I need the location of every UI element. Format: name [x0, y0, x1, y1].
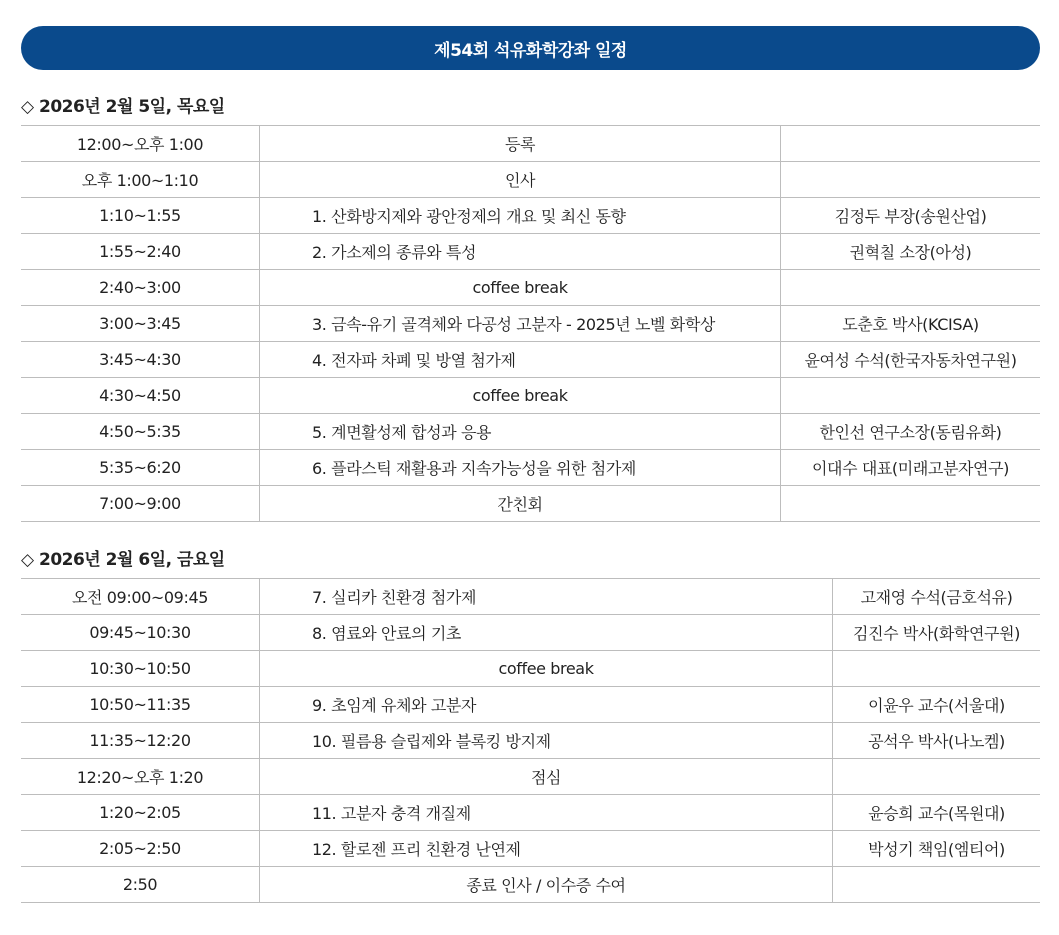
- speaker-cell: 권혁칠 소장(아성): [781, 234, 1041, 270]
- page-title: 제54회 석유화학강좌 일정: [434, 40, 627, 61]
- time-cell: 오후 1:00~1:10: [21, 162, 260, 198]
- topic-cell: 12. 할로젠 프리 친환경 난연제: [260, 831, 833, 867]
- time-cell: 7:00~9:00: [21, 486, 260, 522]
- speaker-cell: [781, 378, 1041, 414]
- time-cell: 1:55~2:40: [21, 234, 260, 270]
- schedule-row: [21, 234, 1040, 270]
- speaker-cell: [781, 126, 1041, 162]
- time-cell: 2:50: [21, 867, 260, 903]
- time-cell: 5:35~6:20: [21, 450, 260, 486]
- schedule-row: [21, 342, 1040, 378]
- schedule-row: [21, 270, 1040, 306]
- time-cell: 3:00~3:45: [21, 306, 260, 342]
- schedule-row: [21, 759, 1040, 795]
- schedule-row: [21, 651, 1040, 687]
- topic-cell: coffee break: [260, 378, 781, 414]
- schedule-table-day-1: [21, 125, 1040, 522]
- schedule-row: [21, 867, 1040, 903]
- day-heading-feb-6: ◇ 2026년 2월 6일, 금요일: [21, 550, 225, 570]
- topic-cell: 5. 계면활성제 합성과 응용: [260, 414, 781, 450]
- speaker-cell: [781, 162, 1041, 198]
- schedule-row: [21, 831, 1040, 867]
- speaker-cell: 한인선 연구소장(동림유화): [781, 414, 1041, 450]
- topic-cell: coffee break: [260, 270, 781, 306]
- time-cell: 1:10~1:55: [21, 198, 260, 234]
- schedule-row: [21, 723, 1040, 759]
- topic-cell: 8. 염료와 안료의 기초: [260, 615, 833, 651]
- time-cell: 10:50~11:35: [21, 687, 260, 723]
- time-cell: 09:45~10:30: [21, 615, 260, 651]
- time-cell: 4:30~4:50: [21, 378, 260, 414]
- time-cell: 12:20~오후 1:20: [21, 759, 260, 795]
- topic-cell: 7. 실리카 친환경 첨가제: [260, 579, 833, 615]
- schedule-row: [21, 486, 1040, 522]
- time-cell: 2:05~2:50: [21, 831, 260, 867]
- schedule-row: [21, 378, 1040, 414]
- time-cell: 1:20~2:05: [21, 795, 260, 831]
- topic-cell: 4. 전자파 차폐 및 방열 첨가제: [260, 342, 781, 378]
- schedule-row: [21, 615, 1040, 651]
- topic-cell: 2. 가소제의 종류와 특성: [260, 234, 781, 270]
- time-cell: 11:35~12:20: [21, 723, 260, 759]
- schedule-row: [21, 687, 1040, 723]
- schedule-row: [21, 414, 1040, 450]
- speaker-cell: 공석우 박사(나노켐): [833, 723, 1041, 759]
- topic-cell: 6. 플라스틱 재활용과 지속가능성을 위한 첨가제: [260, 450, 781, 486]
- schedule-row: [21, 450, 1040, 486]
- topic-cell: coffee break: [260, 651, 833, 687]
- speaker-cell: [833, 651, 1041, 687]
- topic-cell: 1. 산화방지제와 광안정제의 개요 및 최신 동향: [260, 198, 781, 234]
- schedule-row: [21, 306, 1040, 342]
- speaker-cell: [833, 867, 1041, 903]
- schedule-title-banner: [21, 26, 1040, 70]
- day-heading-feb-5: ◇ 2026년 2월 5일, 목요일: [21, 97, 225, 117]
- topic-cell: 3. 금속-유기 골격체와 다공성 고분자 - 2025년 노벨 화학상: [260, 306, 781, 342]
- topic-cell: 점심: [260, 759, 833, 795]
- time-cell: 4:50~5:35: [21, 414, 260, 450]
- topic-cell: 등록: [260, 126, 781, 162]
- speaker-cell: 이대수 대표(미래고분자연구): [781, 450, 1041, 486]
- speaker-cell: 이윤우 교수(서울대): [833, 687, 1041, 723]
- time-cell: 10:30~10:50: [21, 651, 260, 687]
- speaker-cell: 윤승희 교수(목원대): [833, 795, 1041, 831]
- speaker-cell: [833, 759, 1041, 795]
- topic-cell: 9. 초임계 유체와 고분자: [260, 687, 833, 723]
- speaker-cell: 윤여성 수석(한국자동차연구원): [781, 342, 1041, 378]
- speaker-cell: 김진수 박사(화학연구원): [833, 615, 1041, 651]
- topic-cell: 종료 인사 / 이수증 수여: [260, 867, 833, 903]
- schedule-row: [21, 198, 1040, 234]
- time-cell: 오전 09:00~09:45: [21, 579, 260, 615]
- speaker-cell: 고재영 수석(금호석유): [833, 579, 1041, 615]
- time-cell: 3:45~4:30: [21, 342, 260, 378]
- speaker-cell: 도춘호 박사(KCISA): [781, 306, 1041, 342]
- schedule-row: [21, 795, 1040, 831]
- schedule-table-day-2: [21, 578, 1040, 903]
- schedule-row: [21, 126, 1040, 162]
- topic-cell: 인사: [260, 162, 781, 198]
- speaker-cell: 박성기 책임(엠티어): [833, 831, 1041, 867]
- topic-cell: 11. 고분자 충격 개질제: [260, 795, 833, 831]
- schedule-row: [21, 579, 1040, 615]
- topic-cell: 간친회: [260, 486, 781, 522]
- speaker-cell: [781, 486, 1041, 522]
- topic-cell: 10. 필름용 슬립제와 블록킹 방지제: [260, 723, 833, 759]
- speaker-cell: [781, 270, 1041, 306]
- schedule-row: [21, 162, 1040, 198]
- time-cell: 12:00~오후 1:00: [21, 126, 260, 162]
- speaker-cell: 김정두 부장(송원산업): [781, 198, 1041, 234]
- time-cell: 2:40~3:00: [21, 270, 260, 306]
